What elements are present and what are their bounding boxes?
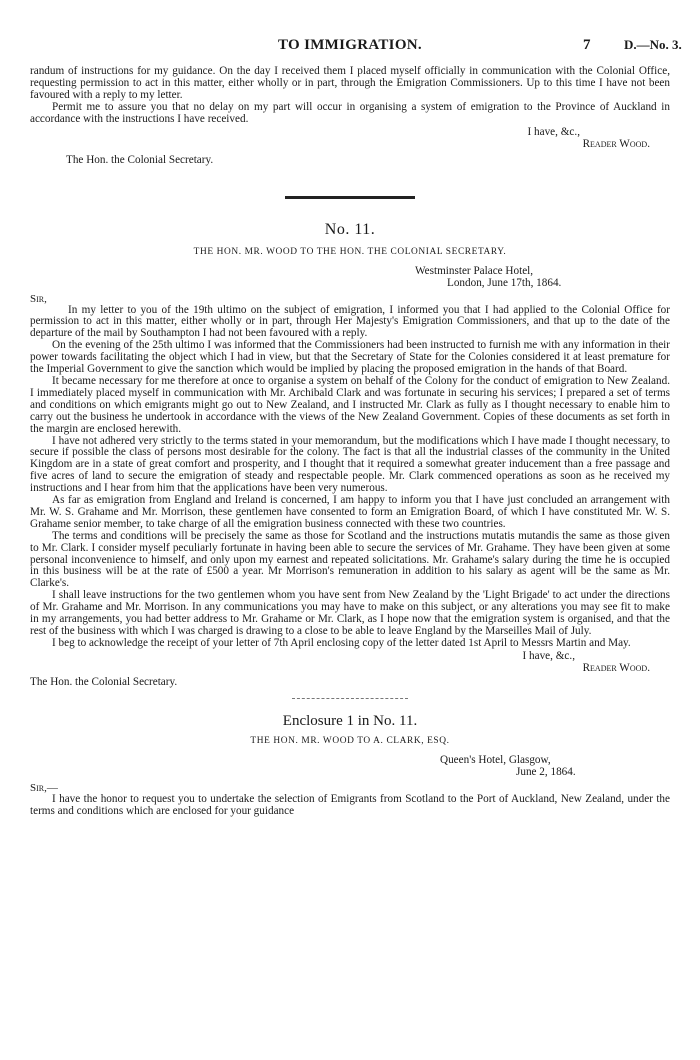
body-paragraph: I shall leave instructions for the two gentlemen whom you have sent from New Zealand by the 'Light Brigade' to act under the directions of Mr. Grahame and Mr. Morrison. In any communications you may have to make on this subject, or any alterations you may see fit to make in my arrangements, you had better address to Mr. Grahame or Mr. Clark, as I hope now that the emigration system is organised, and that the rest of the business with which I was charged is drawing to a close to be able to leave England by the Marseilles Mail of July.	[30, 589, 670, 637]
page-header	[0, 37, 700, 55]
letter-caption: THE HON. MR. WOOD TO THE HON. THE COLONIAL SECRETARY.	[193, 246, 507, 257]
section-divider	[285, 196, 415, 199]
body-paragraph: The terms and conditions will be precisely the same as those for Scotland and the instructions mutatis mutandis the same as those given to Mr. Clark. I consider myself peculiarly fortunate in having been able to secure the services of Mr. Grahame. They have been given at some personal inconvenience to himself, and only upon my earnest and repeated solicitations. Mr. Grahame's salary during the time he is occupied in this business will be at the rate of £500 a year. Mr Morrison's remuneration in addition to his salary as agent will be the same as Mr. Clarke's.	[30, 529, 670, 590]
letter-no-11	[30, 221, 670, 688]
body-paragraph: It became necessary for me therefore at once to organise a system on behalf of the Colony for the conduct of emigration to New Zealand. I immediately placed myself in communication with Mr. Archibald Clark and was fortunate in securing his services; I prepared a set of terms and conditions on which emigrants might go out to New Zealand, and I instructed Mr. Clark as fully as I thought necessary to enable him to carry out the business he undertook in accordance with the views of the New Zealand Government. Copies of these documents as set forth in the margin are enclosed herewith.	[30, 374, 670, 435]
prior-letter-continuation	[30, 66, 670, 166]
body-paragraph: I have not adhered very strictly to the terms stated in your memorandum, but the modifications which I have made I thought necessary, to secure if possible the class of persons most desirable for the colony. The fact is that all the industrial classes of the community in the United Kingdom are in a state of great comfort and prosperity, and I thought that it required a somewhat greater inducement than a free passage and five acres of land to secure the emigration of steady and respectable people. Mr. Clark commenced operations as soon as he received my instructions and I hear from him that the applications have been very numerous.	[30, 434, 670, 495]
body-paragraph: randum of instructions for my guidance. On the day I received them I placed myself officially in communication with the Colonial Office, requesting permission to act in this matter, either wholly or in part, through the Emigration Commissioners. Up to this time I have not been favoured with a reply to my letter.	[30, 65, 670, 101]
salutation: Sir,—	[30, 781, 58, 794]
closing: I have, &c.,	[522, 649, 575, 662]
address-date: June 2, 1864.	[516, 765, 576, 778]
page-body	[30, 66, 670, 818]
body-paragraph: In my letter to you of the 19th ultimo on the subject of emigration, I informed you that I had applied to the Colonial Office for permission to act in this matter, either wholly or in part, through Her Majesty's Emigration Commissioners, and that up to the date of the departure of the mail by Southampton I had not been favoured with a reply.	[30, 303, 670, 340]
running-title: TO IMMIGRATION.	[278, 37, 422, 53]
body-paragraph: Permit me to assure you that no delay on my part will occur in organising a system of emigration to the Province of Auckland in accordance with the instructions I have received.	[30, 100, 670, 125]
sender-address	[30, 754, 670, 778]
enclosure-caption: THE HON. MR. WOOD TO A. CLARK, ESQ.	[250, 735, 450, 746]
addressee: The Hon. the Colonial Secretary.	[66, 153, 214, 166]
document-reference: D.—No. 3.	[624, 37, 682, 52]
address-line: Queen's Hotel, Glasgow,	[440, 753, 551, 766]
signature: Reader Wood.	[582, 137, 650, 150]
addressee: The Hon. the Colonial Secretary.	[30, 675, 178, 688]
address-line: Westminster Palace Hotel,	[415, 264, 534, 277]
section-divider	[292, 698, 408, 699]
body-paragraph: As far as emigration from England and Ireland is concerned, I am happy to inform you that I have just concluded an arrangement with Mr. W. S. Grahame and Mr. Morrison, these gentlemen have consented to form an Emigration Board, of which I have constituted Mr. W. S. Grahame senior member, to take charge of all the emigration business connected with these two countries.	[30, 494, 670, 530]
letter-number: No. 11.	[324, 220, 376, 238]
body-paragraph: I have the honor to request you to undertake the selection of Emigrants from Scotland to the Port of Auckland, New Zealand, under the terms and conditions which are enclosed for your guidance	[30, 792, 670, 817]
enclosure-1	[30, 713, 670, 818]
body-paragraph: I beg to acknowledge the receipt of your letter of 7th April enclosing copy of the letter dated 1st April to Messrs Martin and May.	[52, 636, 631, 649]
body-paragraph: On the evening of the 25th ultimo I was informed that the Commissioners had been instructed to furnish me with any information in their power towards facilitating the object which I had in view, but that the Secretary of State for the Colonies considered it at least premature for the Imperial Government to give the sanction which would be implied by placing the proposed emigration in the hands of that Board.	[30, 339, 670, 376]
closing: I have, &c.,	[527, 125, 580, 138]
address-date: London, June 17th, 1864.	[447, 276, 562, 289]
signature: Reader Wood.	[582, 661, 650, 674]
sender-address	[30, 265, 670, 289]
enclosure-title: Enclosure 1 in No. 11.	[282, 712, 418, 729]
salutation: Sir,	[30, 292, 47, 305]
page-number: 7	[583, 37, 591, 53]
